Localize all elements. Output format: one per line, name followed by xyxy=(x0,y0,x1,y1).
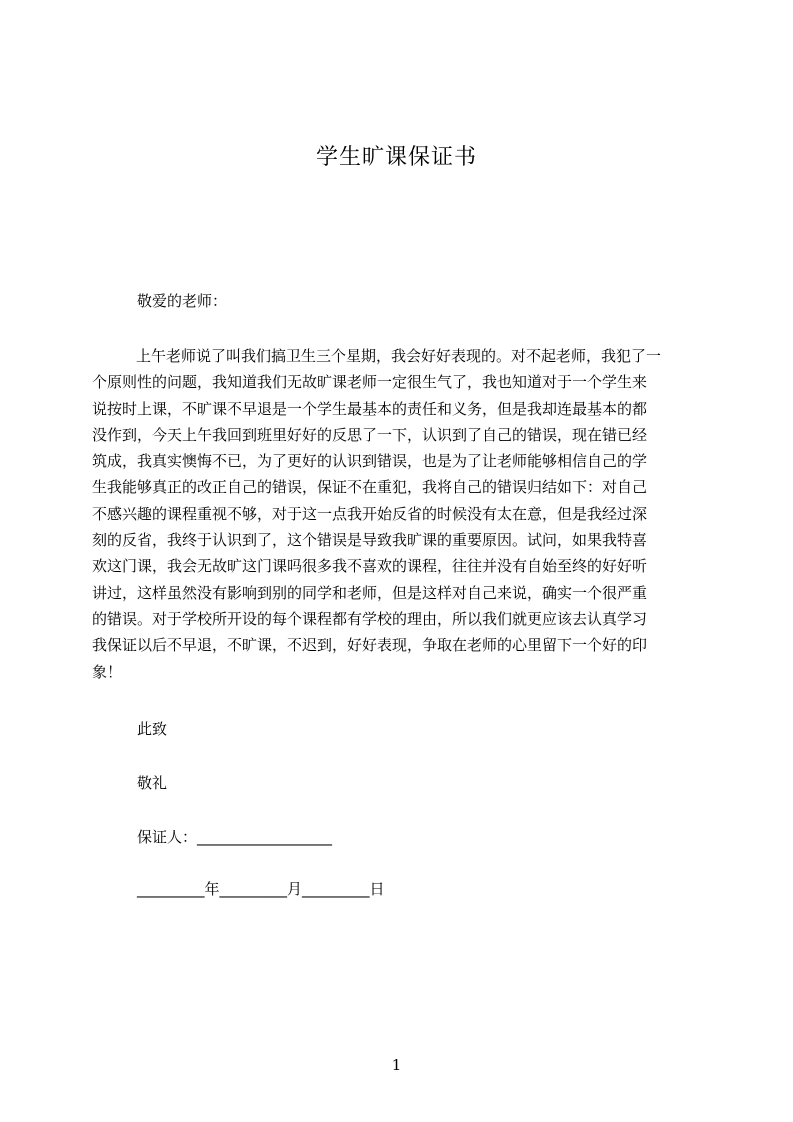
body-line: 上午老师说了叫我们搞卫生三个星期，我会好好表现的。对不起老师，我犯了一 xyxy=(136,347,662,365)
body-line: 说按时上课，不旷课不早退是一个学生最基本的责任和义务，但是我却连最基本的都 xyxy=(92,399,648,418)
date-line: _________年_________月_________日 xyxy=(137,880,385,898)
body-line: 生我能够真正的改正自己的错误，保证不在重犯，我将自己的错误归结如下：对自己 xyxy=(92,478,648,497)
document-title: 学生旷课保证书 xyxy=(315,145,477,170)
body-line: 刻的反省，我终于认识到了，这个错误是导致我旷课的重要原因。试问，如果我特喜 xyxy=(92,531,648,550)
page-number: 1 xyxy=(391,1056,402,1074)
body-line: 的错误。对于学校所开设的每个课程都有学校的理由，所以我们就更应该去认真学习 xyxy=(92,609,648,628)
body-line: 我保证以后不早退，不旷课，不迟到，好好表现，争取在老师的心里留下一个好的印 xyxy=(92,636,648,655)
body-line: 筑成，我真实懊悔不已，为了更好的认识到错误，也是为了让老师能够相信自己的学 xyxy=(92,452,648,471)
body-line: 不感兴趣的课程重视不够，对于这一点我开始反省的时候没有太在意，但是我经过深 xyxy=(92,504,648,523)
body-line: 欢这门课，我会无故旷这门课吗很多我不喜欢的课程，往往并没有自始至终的好好听 xyxy=(92,557,648,576)
body-line: 讲过，这样虽然没有影响到别的同学和老师，但是这样对自己来说，确实一个很严重 xyxy=(92,583,648,602)
body-paragraph xyxy=(92,343,700,685)
guarantor-signature-line: 保证人：__________________ xyxy=(137,828,333,846)
body-line: 象！ xyxy=(92,662,123,681)
salutation: 敬爱的老师： xyxy=(137,292,228,310)
body-line: 没作到，今天上午我回到班里好好的反思了一下，认识到了自己的错误，现在错已经 xyxy=(92,425,648,444)
body-line: 个原则性的问题，我知道我们无故旷课老师一定很生气了，我也知道对于一个学生来 xyxy=(92,373,648,392)
closing-salute: 敬礼 xyxy=(137,774,168,792)
closing-greeting: 此致 xyxy=(137,720,168,738)
